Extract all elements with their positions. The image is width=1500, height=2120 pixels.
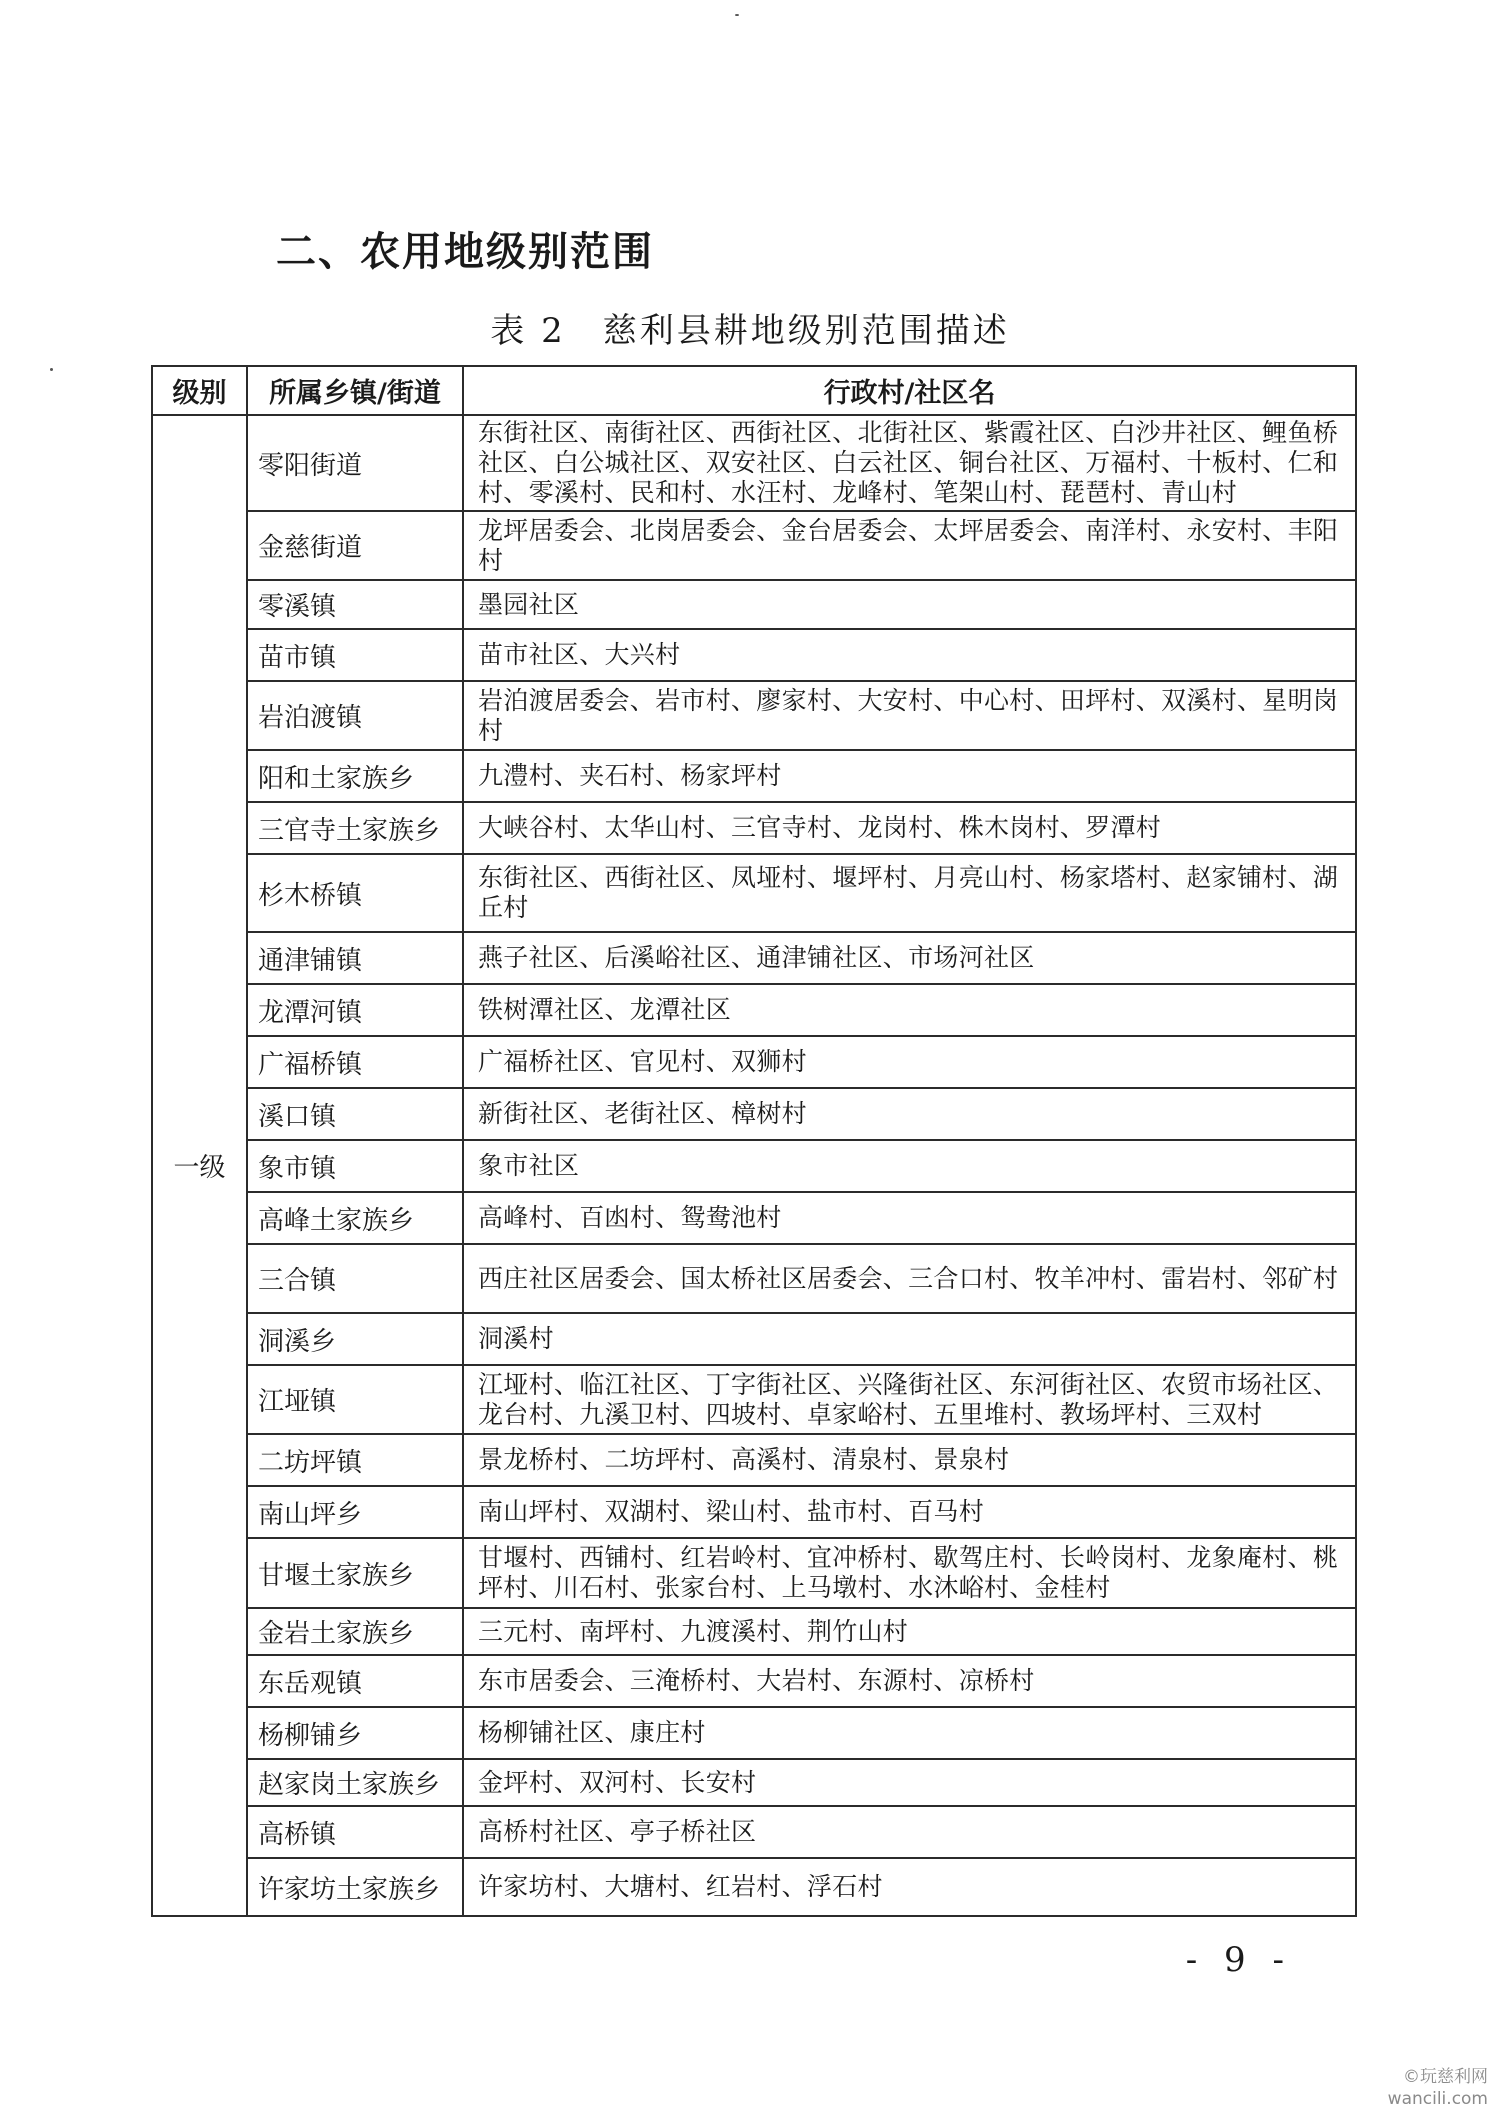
table-body bbox=[152, 366, 1356, 1916]
table-row bbox=[152, 681, 1356, 750]
villages-cell: 许家坊村、大塘村、红岩村、浮石村 bbox=[463, 1858, 1356, 1916]
table-row bbox=[152, 1538, 1356, 1608]
section-heading: 二、农用地级别范围 bbox=[276, 229, 654, 275]
villages-cell: 新街社区、老街社区、樟树村 bbox=[463, 1088, 1356, 1140]
villages-cell: 广福桥社区、官见村、双狮村 bbox=[463, 1036, 1356, 1088]
watermark-line2: wancili.com bbox=[1387, 2089, 1488, 2109]
villages-cell: 大峡谷村、太华山村、三官寺村、龙岗村、株木岗村、罗潭村 bbox=[463, 802, 1356, 854]
town-cell: 溪口镇 bbox=[247, 1088, 463, 1140]
villages-cell: 铁树潭社区、龙潭社区 bbox=[463, 984, 1356, 1036]
table-row bbox=[152, 629, 1356, 681]
town-cell: 高峰土家族乡 bbox=[247, 1192, 463, 1244]
villages-cell: 高峰村、百凼村、鸳鸯池村 bbox=[463, 1192, 1356, 1244]
villages-cell: 杨柳铺社区、康庄村 bbox=[463, 1707, 1356, 1759]
table-row bbox=[152, 1365, 1356, 1434]
villages-cell: 象市社区 bbox=[463, 1140, 1356, 1192]
table-row bbox=[152, 511, 1356, 580]
town-cell: 南山坪乡 bbox=[247, 1486, 463, 1538]
table-row bbox=[152, 802, 1356, 854]
villages-cell: 南山坪村、双湖村、梁山村、盐市村、百马村 bbox=[463, 1486, 1356, 1538]
villages-cell: 江垭村、临江社区、丁字街社区、兴隆街社区、东河街社区、农贸市场社区、龙台村、九溪卫村、四坡村、卓家峪村、五里堆村、教场坪村、三双村 bbox=[463, 1365, 1356, 1434]
level-cell: 一级 bbox=[152, 415, 247, 1916]
farmland-level-table bbox=[151, 365, 1357, 1917]
villages-cell: 金坪村、双河村、长安村 bbox=[463, 1759, 1356, 1806]
villages-cell: 东街社区、西街社区、凤垭村、堰坪村、月亮山村、杨家塔村、赵家铺村、湖丘村 bbox=[463, 854, 1356, 932]
town-cell: 江垭镇 bbox=[247, 1365, 463, 1434]
villages-cell: 西庄社区居委会、国太桥社区居委会、三合口村、牧羊冲村、雷岩村、邻矿村 bbox=[463, 1244, 1356, 1313]
town-cell: 岩泊渡镇 bbox=[247, 681, 463, 750]
villages-cell: 墨园社区 bbox=[463, 580, 1356, 629]
table-row bbox=[152, 1313, 1356, 1365]
column-header-villages: 行政村/社区名 bbox=[463, 366, 1356, 415]
column-header-level: 级别 bbox=[152, 366, 247, 415]
town-cell: 象市镇 bbox=[247, 1140, 463, 1192]
villages-cell: 龙坪居委会、北岗居委会、金台居委会、太坪居委会、南洋村、永安村、丰阳村 bbox=[463, 511, 1356, 580]
town-cell: 金慈街道 bbox=[247, 511, 463, 580]
town-cell: 高桥镇 bbox=[247, 1806, 463, 1858]
table-row bbox=[152, 1244, 1356, 1313]
table-row bbox=[152, 1655, 1356, 1707]
table-row bbox=[152, 932, 1356, 984]
villages-cell: 苗市社区、大兴村 bbox=[463, 629, 1356, 681]
villages-cell: 甘堰村、西铺村、红岩岭村、宜冲桥村、歇驾庄村、长岭岗村、龙象庵村、桃坪村、川石村、张家台村、上马墩村、水沐峪村、金桂村 bbox=[463, 1538, 1356, 1608]
table-row bbox=[152, 1434, 1356, 1486]
villages-cell: 东街社区、南街社区、西街社区、北街社区、紫霞社区、白沙井社区、鲤鱼桥社区、白公城社区、双安社区、白云社区、铜台社区、万福村、十板村、仁和村、零溪村、民和村、水汪村、龙峰村、笔架山村、琵琶村、青山村 bbox=[463, 415, 1356, 511]
villages-cell: 三元村、南坪村、九渡溪村、荆竹山村 bbox=[463, 1608, 1356, 1655]
table-caption: 表 2 慈利县耕地级别范围描述 bbox=[490, 311, 1010, 351]
table-row bbox=[152, 1192, 1356, 1244]
town-cell: 金岩土家族乡 bbox=[247, 1608, 463, 1655]
town-cell: 杉木桥镇 bbox=[247, 854, 463, 932]
villages-cell: 高桥村社区、亭子桥社区 bbox=[463, 1806, 1356, 1858]
town-cell: 零溪镇 bbox=[247, 580, 463, 629]
town-cell: 赵家岗土家族乡 bbox=[247, 1759, 463, 1806]
villages-cell: 九澧村、夹石村、杨家坪村 bbox=[463, 750, 1356, 802]
villages-cell: 景龙桥村、二坊坪村、高溪村、清泉村、景泉村 bbox=[463, 1434, 1356, 1486]
table-row bbox=[152, 1036, 1356, 1088]
town-cell: 广福桥镇 bbox=[247, 1036, 463, 1088]
town-cell: 通津铺镇 bbox=[247, 932, 463, 984]
villages-cell: 燕子社区、后溪峪社区、通津铺社区、市场河社区 bbox=[463, 932, 1356, 984]
town-cell: 甘堰土家族乡 bbox=[247, 1538, 463, 1608]
table-row bbox=[152, 1806, 1356, 1858]
town-cell: 二坊坪镇 bbox=[247, 1434, 463, 1486]
town-cell: 零阳街道 bbox=[247, 415, 463, 511]
town-cell: 三合镇 bbox=[247, 1244, 463, 1313]
column-header-town: 所属乡镇/街道 bbox=[247, 366, 463, 415]
table-row bbox=[152, 1759, 1356, 1806]
villages-cell: 岩泊渡居委会、岩市村、廖家村、大安村、中心村、田坪村、双溪村、星明岗村 bbox=[463, 681, 1356, 750]
town-cell: 许家坊土家族乡 bbox=[247, 1858, 463, 1916]
table-row bbox=[152, 415, 1356, 511]
table-row bbox=[152, 1707, 1356, 1759]
table-header-row bbox=[152, 366, 1356, 415]
town-cell: 三官寺土家族乡 bbox=[247, 802, 463, 854]
watermark bbox=[1388, 2066, 1488, 2110]
town-cell: 苗市镇 bbox=[247, 629, 463, 681]
scan-speck bbox=[735, 14, 739, 16]
table-row bbox=[152, 1858, 1356, 1916]
town-cell: 洞溪乡 bbox=[247, 1313, 463, 1365]
scan-speck bbox=[50, 368, 53, 371]
table-row bbox=[152, 854, 1356, 932]
watermark-line1: ©玩慈利网 bbox=[1403, 2067, 1488, 2087]
table-row bbox=[152, 1088, 1356, 1140]
page-number: - 9 - bbox=[1185, 1940, 1292, 1980]
town-cell: 东岳观镇 bbox=[247, 1655, 463, 1707]
town-cell: 杨柳铺乡 bbox=[247, 1707, 463, 1759]
villages-cell: 东市居委会、三淹桥村、大岩村、东源村、凉桥村 bbox=[463, 1655, 1356, 1707]
table-row bbox=[152, 1486, 1356, 1538]
town-cell: 龙潭河镇 bbox=[247, 984, 463, 1036]
town-cell: 阳和土家族乡 bbox=[247, 750, 463, 802]
villages-cell: 洞溪村 bbox=[463, 1313, 1356, 1365]
table-row bbox=[152, 1140, 1356, 1192]
table-row bbox=[152, 984, 1356, 1036]
table-row bbox=[152, 580, 1356, 629]
table-row bbox=[152, 750, 1356, 802]
table-row bbox=[152, 1608, 1356, 1655]
